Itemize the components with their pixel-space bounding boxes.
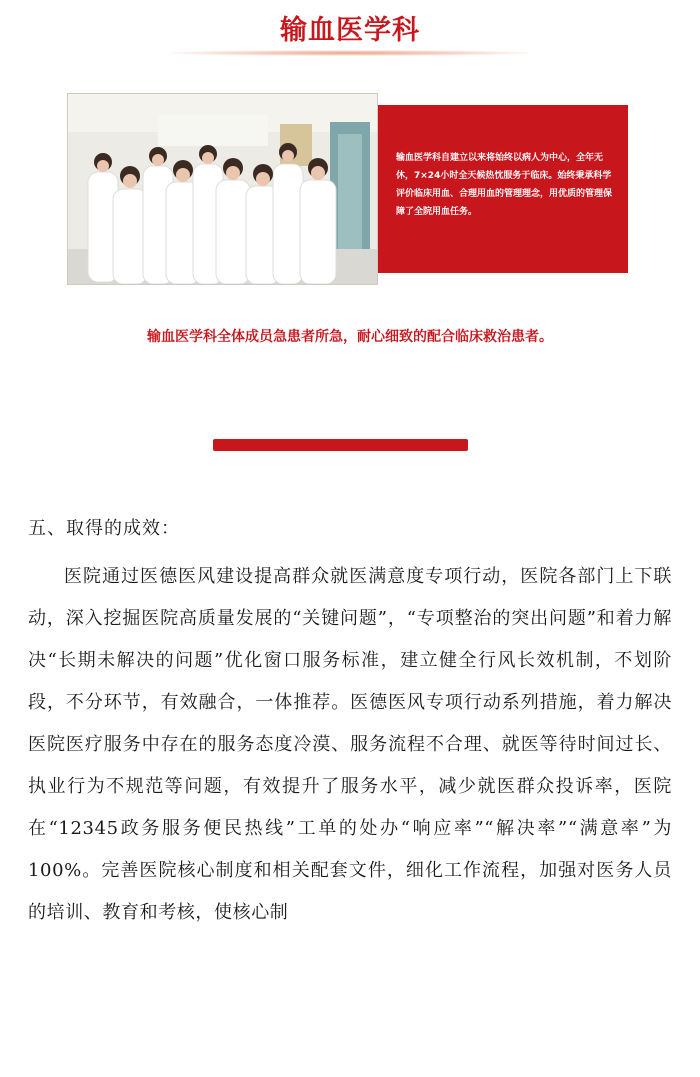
- body-paragraph: 医院通过医德医风建设提高群众就医满意度专项行动，医院各部门上下联动，深入挖掘医院高质量发展的“关键问题”，“专项整治的突出问题”和着力解决“长期未解决的问题”优化窗口服务标准，建立健全行风长效机制，不划阶段，不分环节，有效融合，一体推荐。医德医风专项行动系列措施，着力解决医院医疗服务中存在的服务态度冷漠、服务流程不合理、就医等待时间过长、执业行为不规范等问题，有效提升了服务水平，减少就医群众投诉率，医院在“12345政务服务便民热线”工单的处办“响应率”“解决率”“满意率”为100%。完善医院核心制度和相关配套文件，细化工作流程，加强对医务人员的培训、教育和考核，使核心制: [28, 566, 672, 923]
- intro-text: 输血医学科自建立以来将始终以病人为中心，全年无休，7×24小时全天候热忱服务于临床。始终秉承科学评价临床用血、合理用血的管理理念，用优质的管理保障了全院用血任务。: [396, 153, 613, 217]
- section-heading: 五、取得的成效：: [28, 518, 180, 539]
- section-divider-bar: [213, 439, 468, 451]
- title-underline: [170, 50, 530, 56]
- department-title: 输血医学科: [280, 15, 420, 46]
- intro-box: [378, 105, 628, 273]
- team-photo: [67, 93, 378, 285]
- photo-caption: 输血医学科全体成员急患者所急，耐心细致的配合临床救治患者。: [147, 329, 553, 345]
